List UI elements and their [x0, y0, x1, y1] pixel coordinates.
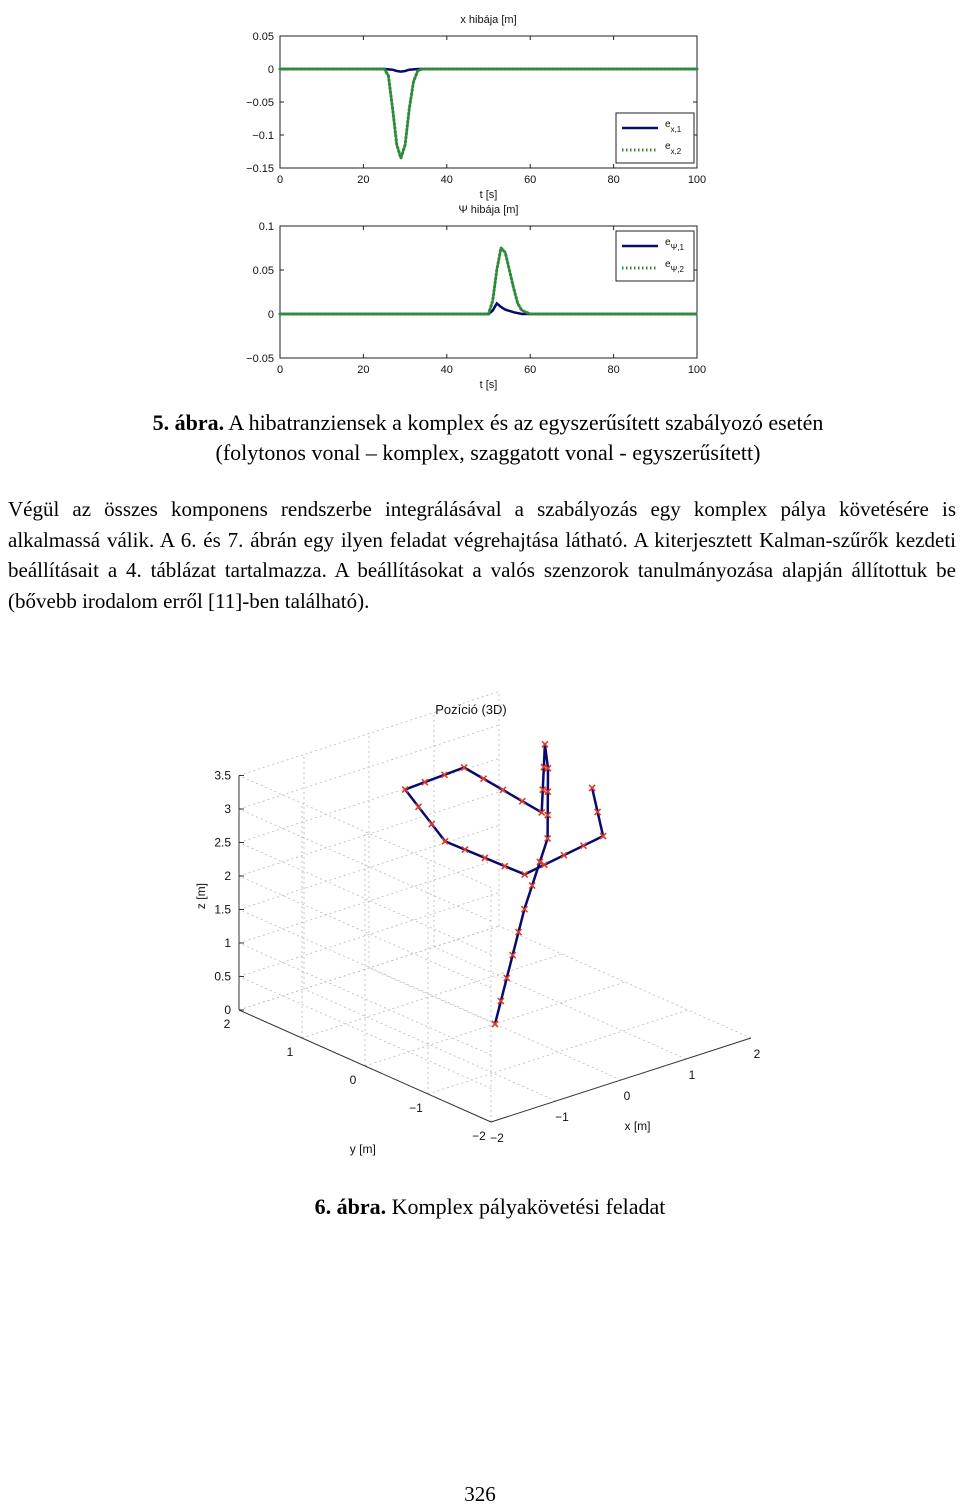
y-tick-label: 2: [223, 1017, 231, 1031]
x-tick-label: 1: [688, 1068, 696, 1082]
grid-line: [239, 893, 499, 977]
y-tick-label: −0.05: [246, 353, 274, 365]
z-tick-label: 2: [224, 869, 231, 883]
x-tick-label: 80: [607, 364, 620, 376]
x-tick-label: 40: [440, 174, 453, 186]
trajectory-line: [405, 744, 603, 1024]
x-tick-label: 60: [524, 364, 537, 376]
grid-line: [302, 954, 562, 1038]
y-tick-label: 0.05: [252, 265, 274, 277]
grid-line: [239, 926, 499, 1010]
figure-5-caption-line1: A hibatranziensek a komplex és az egyszerűsített szabályozó esetén: [224, 410, 824, 435]
x-axis-label: t [s]: [479, 189, 498, 201]
x-tick-label: 60: [524, 174, 537, 186]
figure-6-plot-3d: [135, 672, 835, 1192]
grid-line: [239, 876, 491, 988]
x-tick-label: 0: [276, 174, 284, 186]
y-tick-label: 0: [349, 1073, 357, 1087]
y-tick-label: 0.1: [258, 221, 274, 233]
z-tick-label: 1: [224, 936, 231, 950]
grid-line: [304, 989, 556, 1101]
z-tick-label: 2.5: [214, 835, 231, 850]
grid-line: [239, 792, 499, 876]
z-tick-label: 1.5: [214, 902, 231, 917]
y-tick-label: −0.1: [252, 130, 274, 142]
figure-5-plots: [212, 0, 752, 395]
legend-box: [616, 113, 694, 163]
page-number: 326: [464, 1482, 496, 1506]
legend-label: $e_{x,2}$: [665, 141, 682, 156]
trajectory-marker: [429, 821, 435, 827]
figure-5-caption-line2: (folytonos vonal – komplex, szaggatott vonal - egyszerűsített): [215, 440, 761, 465]
legend-label: $e_{\Psi,2}$: [665, 259, 684, 274]
legend-label: $e_{\Psi,1}$: [665, 237, 684, 252]
z-tick-label: 3.5: [214, 768, 231, 783]
figure-5-caption-label: 5. ábra.: [152, 410, 225, 435]
trajectory-marker: [415, 804, 421, 810]
x-axis-label: x [m]: [624, 1118, 651, 1133]
y-tick-label: −0.05: [246, 97, 274, 109]
x-tick-label: 100: [687, 174, 707, 186]
x-axis-label: t [s]: [479, 379, 498, 391]
chart-3d: [194, 692, 761, 1156]
x-tick-label: 20: [357, 364, 370, 376]
x-tick-label: −2: [490, 1131, 504, 1145]
grid-line: [428, 1010, 688, 1094]
line-chart-2: [246, 204, 706, 391]
x-tick-label: 0: [623, 1089, 631, 1103]
legend: [616, 113, 694, 163]
legend: [616, 231, 694, 281]
figure-5-caption: [78, 408, 898, 468]
figure-6-caption-text: Komplex pályakövetési feladat: [386, 1194, 666, 1219]
chart-title: Pozíció (3D): [435, 702, 507, 717]
x-tick-label: 100: [687, 364, 707, 376]
y-tick-label: 0.05: [252, 31, 274, 43]
x-tick-label: 0: [276, 364, 284, 376]
x-tick-label: 2: [753, 1047, 761, 1061]
x-tick-label: −1: [555, 1110, 569, 1124]
z-axis-label: z [m]: [194, 883, 208, 910]
y-tick-label: 0: [267, 309, 274, 321]
grid-line: [239, 977, 491, 1089]
y-axis: [239, 1010, 491, 1122]
z-tick-label: 3: [224, 802, 231, 816]
chart-title: x hibája [m]: [460, 14, 517, 26]
y-axis-label: y [m]: [349, 1141, 376, 1156]
legend-label: $e_{x,1}$: [665, 119, 682, 134]
body-paragraph: Végül az összes komponens rendszerbe integrálásával a szabályozás egy komplex pálya követésére is alkalmassá válik. A 6. és 7. ábrán egy ilyen feladat végrehajtása látható. A kiterjesztett Kalman-szűrők kezdeti beállításait a 4. táblázat tartalmazza. A beállításokat a valós szenzorok tanulmányozása alapján állítottuk be (bővebb irodalom erről [11]-ben található).: [8, 497, 956, 613]
line-chart-1: [246, 14, 706, 201]
x-axis: [491, 1038, 751, 1122]
chart-title: Ψ hibája [m]: [458, 204, 519, 216]
y-tick-label: −1: [409, 1101, 423, 1115]
x-tick-label: 80: [607, 174, 620, 186]
y-tick-label: 0: [267, 64, 274, 76]
y-tick-label: 1: [286, 1045, 294, 1059]
grid-line: [434, 947, 686, 1059]
y-tick-label: −0.15: [246, 163, 274, 175]
z-tick-label: 0.5: [214, 969, 231, 984]
figure-6-caption-label: 6. ábra.: [314, 1194, 387, 1219]
x-tick-label: 40: [440, 364, 453, 376]
x-tick-label: 20: [357, 174, 370, 186]
figure-6-caption: [200, 1194, 780, 1220]
y-tick-label: −2: [472, 1129, 486, 1143]
z-tick-label: 0: [224, 1003, 231, 1017]
